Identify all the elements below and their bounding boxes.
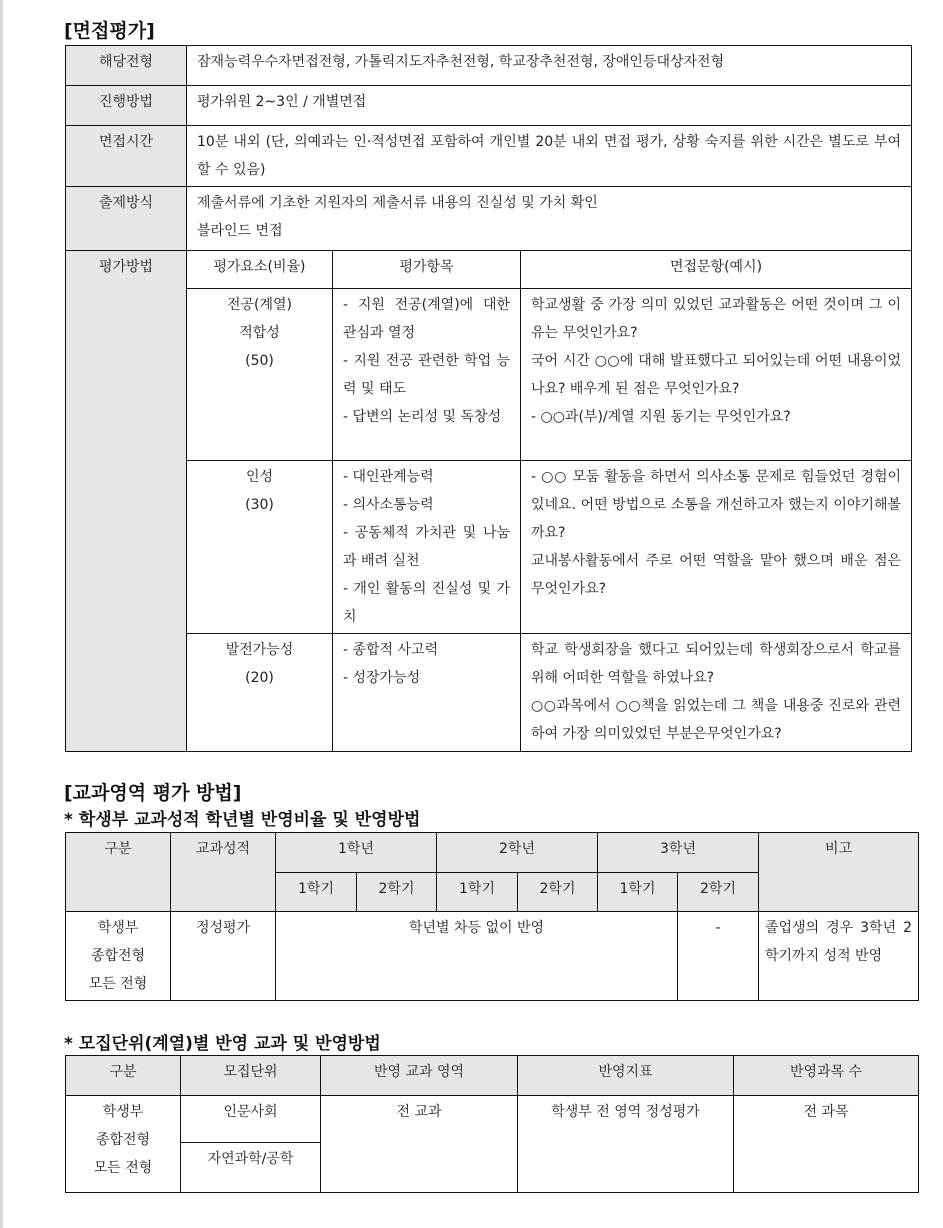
criteria-item: - 지원 전공(계열)에 대한 관심과 열정 — [343, 297, 510, 341]
format-line: 블라인드 면접 — [197, 223, 283, 239]
table-row — [66, 912, 919, 1001]
row-value-format — [187, 187, 912, 251]
row-merged-reflection: 학년별 차등 없이 반영 — [276, 912, 678, 1001]
header-subject-area: 반영 교과 영역 — [321, 1056, 518, 1096]
criteria-major-fit — [333, 289, 521, 461]
header-semester: 1학기 — [598, 873, 678, 912]
row-category — [66, 912, 171, 1001]
question-item: 학교 학생회장을 했다고 되어있는데 학생회장으로서 학교를 위해 어떠한 역할을 하였나요? — [531, 642, 902, 686]
grade-ratio-table — [65, 832, 919, 1001]
unit-subject-table — [65, 1055, 919, 1193]
header-unit: 모집단위 — [181, 1056, 321, 1096]
row-value-target: 잠재능력우수자면접전형, 가톨릭지도자추천전형, 학교장추천전형, 장애인등대상자전형 — [187, 46, 912, 86]
question-item: - ○○ 모둠 활동을 하면서 의사소통 문제로 힘들었던 경험이 있네요. 어떤 방법으로 소통을 개선하고자 했는지 이야기해볼까요? — [531, 469, 902, 541]
criteria-item: - 공동체적 가치관 및 나눔과 배려 실천 — [343, 525, 510, 569]
unit-humanities: 인문사회 — [181, 1096, 321, 1143]
row-category — [66, 1096, 181, 1193]
format-line: 제출서류에 기초한 지원자의 제출서류 내용의 진실성 및 가치 확인 — [197, 195, 598, 211]
criteria-item: - 대인관계능력 — [343, 469, 434, 485]
unit-science-engineering: 자연과학/공학 — [181, 1143, 321, 1193]
row-label-format: 출제방식 — [66, 187, 187, 251]
category-line: 종합전형 — [90, 948, 146, 964]
row-count: 전 과목 — [734, 1096, 919, 1193]
header-year-3: 3학년 — [598, 833, 759, 873]
element-line: 인성 — [245, 469, 274, 485]
row-label-time: 면접시간 — [66, 126, 187, 187]
table-row — [66, 46, 912, 86]
page-left-edge — [0, 0, 3, 1228]
element-line: 발전가능성 — [225, 642, 294, 658]
header-note: 비고 — [759, 833, 919, 912]
questions-character — [521, 461, 912, 634]
row-value-procedure: 평가위원 2~3인 / 개별면접 — [187, 86, 912, 126]
questions-potential — [521, 634, 912, 752]
header-subject-count: 반영과목 수 — [734, 1056, 919, 1096]
row-subjects: 전 교과 — [321, 1096, 518, 1193]
header-indicator: 반영지표 — [518, 1056, 734, 1096]
interview-table — [65, 45, 912, 752]
criteria-item: - 지원 전공 관련한 학업 능력 및 태도 — [343, 353, 510, 397]
criteria-potential — [333, 634, 521, 752]
interview-section-title: [면접평가] — [64, 20, 155, 42]
header-semester: 2학기 — [357, 873, 437, 912]
question-item: 학교생활 중 가장 의미 있었던 교과활동은 어떤 것이며 그 이유는 무엇인가요? — [531, 297, 902, 341]
category-line: 종합전형 — [95, 1132, 151, 1148]
subject-section-title: [교과영역 평가 방법] — [64, 782, 242, 804]
header-grades: 교과성적 — [171, 833, 276, 912]
table-header-row — [66, 1056, 919, 1096]
row-indicator: 학생부 전 영역 정성평가 — [518, 1096, 734, 1193]
unit-table-subtitle: * 모집단위(계열)별 반영 교과 및 반영방법 — [64, 1034, 381, 1054]
method-header-criteria: 평가항목 — [333, 251, 521, 289]
row-note: 졸업생의 경우 3학년 2학기까지 성적 반영 — [759, 912, 919, 1001]
category-line: 학생부 — [102, 1104, 144, 1120]
element-line: 전공(계열) — [226, 297, 293, 313]
table-row — [66, 634, 912, 752]
criteria-item: - 개인 활동의 진실성 및 가치 — [343, 581, 510, 625]
category-line: 학생부 — [97, 920, 139, 936]
row-label-target: 해당전형 — [66, 46, 187, 86]
question-item: - ○○과(부)/계열 지원 동기는 무엇인가요? — [531, 409, 791, 425]
category-line: 모든 전형 — [88, 976, 148, 992]
table-row — [66, 86, 912, 126]
table-row — [66, 1096, 919, 1143]
table-row — [66, 461, 912, 634]
criteria-item: - 의사소통능력 — [343, 497, 434, 513]
method-header-element: 평가요소(비율) — [187, 251, 333, 289]
element-character — [187, 461, 333, 634]
table-header-row — [66, 833, 919, 873]
row-last-semester: - — [678, 912, 759, 1001]
row-label-procedure: 진행방법 — [66, 86, 187, 126]
questions-major-fit — [521, 289, 912, 461]
header-semester: 1학기 — [276, 873, 357, 912]
table-row — [66, 126, 912, 187]
criteria-item: - 종합적 사고력 — [343, 642, 439, 658]
question-item: ○○과목에서 ○○책을 읽었는데 그 책을 내용중 진로와 관련하여 가장 의미있었던 부분은무엇인가요? — [531, 698, 902, 742]
table-row — [66, 251, 912, 289]
table-row — [66, 289, 912, 461]
element-major-fit — [187, 289, 333, 461]
header-year-1: 1학년 — [276, 833, 437, 873]
element-ratio: (20) — [245, 670, 274, 686]
element-line: 적합성 — [239, 325, 280, 341]
header-semester: 1학기 — [437, 873, 518, 912]
category-line: 모든 전형 — [93, 1160, 153, 1176]
header-year-2: 2학년 — [437, 833, 598, 873]
criteria-item: - 성장가능성 — [343, 670, 421, 686]
row-label-method: 평가방법 — [66, 251, 187, 752]
criteria-character — [333, 461, 521, 634]
header-category: 구분 — [66, 1056, 181, 1096]
element-ratio: (50) — [245, 353, 274, 369]
question-item: 국어 시간 ○○에 대해 발표했다고 되어있는데 어떤 내용이었나요? 배우게 된 점은 무엇인가요? — [531, 353, 902, 397]
grade-table-subtitle: * 학생부 교과성적 학년별 반영비율 및 반영방법 — [64, 810, 421, 830]
question-item: 교내봉사활동에서 주로 어떤 역할을 맡아 했으며 배운 점은 무엇인가요? — [531, 553, 902, 597]
table-row — [66, 187, 912, 251]
element-potential — [187, 634, 333, 752]
row-value-time: 10분 내외 (단, 의예과는 인·적성면접 포함하여 개인별 20분 내외 면접 평가, 상황 숙지를 위한 시간은 별도로 부여할 수 있음) — [187, 126, 912, 187]
header-semester: 2학기 — [678, 873, 759, 912]
element-ratio: (30) — [245, 497, 274, 513]
method-header-questions: 면접문항(예시) — [521, 251, 912, 289]
criteria-item: - 답변의 논리성 및 독창성 — [343, 409, 502, 425]
header-semester: 2학기 — [518, 873, 598, 912]
header-category: 구분 — [66, 833, 171, 912]
row-grades: 정성평가 — [171, 912, 276, 1001]
